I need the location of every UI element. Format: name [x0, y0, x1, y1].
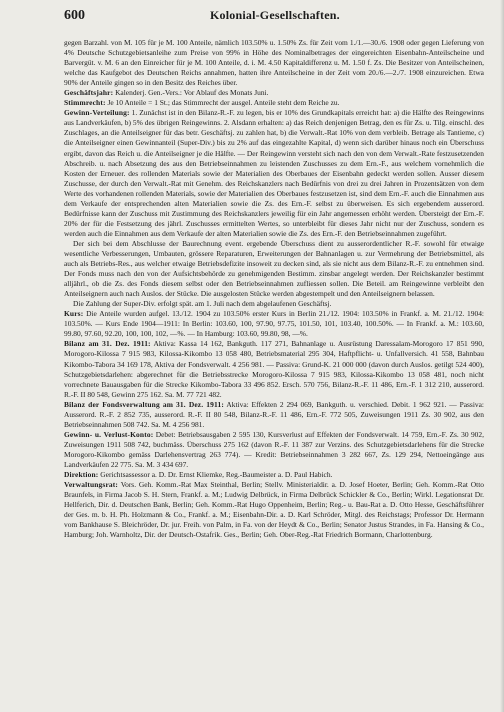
paragraph-text: Vors. Geh. Komm.-Rat Max Steinthal, Berlin; Stellv. Ministerialdir. a. D. Josef Hoeter, Berlin; Geh. Komm.-Rat Otto Braunfels, in Firma Jacob S. H. Stern, Frankf. a. M.; Ludwig Delbrück, in Firma Delbrück Schickler & Co., Berlin; Wirkl. Legationsrat Dr. Hellferich, Dir. d. Deutschen Bank, Berlin; Geh. Komm.-Rat Hugo Oppenheim, Berlin; Reg.- u. Bau-Rat a. D. Otto Hesse, Geschäftsführer der Ges. m. b. H. Ph. Holzmann & Co., Frankf. a. M.; Eisenbahn-Dir. a. D. Karl Schröder, Mitgl. des Reichstags; Professor Dr. Hermann vom Bankhause S. Bleichröder, Dr. jur. Freih. von Palm, in Fa. von der Heydt & Co., Berlin; Senator Justus Strandes, in Fa. Hansing & Co., Hamburg; Joh. Warnholtz, Dir. der Deutsch-Ostafrik. Ges., Berlin; Geh. Ober-Reg.-Rat Friedrich Bormann, Charlottenburg.: [64, 480, 484, 540]
paragraph-text: Die Anteile wurden aufgel. 13./12. 1904 zu 103.50% erster Kurs in Berlin 21./12. 1904: 103.50% in Frankf. a. M. 21./12. 1904: 103.50%. — Kurs Ende 1904—1911: In Berlin: 103.60, 100, 97.90, 97.75, 101.50, 101, 103.40, 100.50%. — In Frankf. a. M.: 103.60, 99.80, 97.60, 92.20, 100, 100, 102, —%. — In Hamburg: 103.60, 99.80, 98, —%.: [64, 309, 484, 339]
page-number: 600: [64, 8, 85, 23]
paragraph-term: Bilanz der Fondsverwaltung am 31. Dez. 1911:: [64, 399, 224, 409]
paragraph-text: Gerichtsassessor a. D. Dr. Ernst Kliemke, Reg.-Baumeister a. D. Paul Habich.: [98, 470, 333, 480]
paragraph-term: Geschäftsjahr:: [64, 88, 114, 98]
paragraph-text: Aktiva: Kassa 14 162, Bankguth. 117 271, Bahnanlage u. Ausrüstung Daressalam-Morogoro 17 851 990, Morogoro-Kilossa 7 915 983, Kilossa-Kikombo 13 058 480, Betriebsmaterial 295 304, Haftpflicht- u. Unfallversich. 41 558, Bahnbau Kikombo-Tabora 34 169 178, Aktiva der Fondsverwalt. 4 256 981. — Passiva: Grund-K. 21 000 000 (davon durch Auslos. getilgt 524 400), Schutzgebietsdarlehen: abgerechnet für die Betriebsstrecke Morogoro-Kilossa 7 915 983, Kilossa-Kikombo 13 058 481, noch nicht vorrechnete Bauausgaben für die Strecke Kikombo-Tabora 33 496 852. Ersch. 570 756, Bilanz-R.-F. 11 486, Ern.-F. 1 312 210, ausserord. R.-F. II 80 548, Gewinn 275 162. Sa. M. 77 721 482.: [64, 339, 484, 399]
paragraph-term: Stimmrecht:: [64, 98, 106, 108]
paragraph: [64, 38, 484, 88]
paragraph-text: Der sich bei dem Abschlusse der Baurechnung event. ergebende Überschuss dient zu ausserordentlicher R.-F. sowohl für etwaige wesentliche Verbesserungen, Umbauten, grössere Reparaturen, Erweiterungen der Bahnanlagen u. zur Vermehrung der Betriebsmittel, als auch als Betriebs-Res., aus welcher etwaige Betriebsdefizite insoweit zu decken sind, als sie nicht aus dem Bilanz-R.-F. zu entnehmen sind. Der Fonds muss nach den von der Aufsichtsbehörde zu genehmigenden Bestimm. zinsbar angelegt werden. Der Reichskanzler bestimmt alljährl., ob die Zs. des Fonds diesem selbst oder den Betriebseinnahmen zufliessen sollen. Die Beteil. am Reingewinne verbleibt den Anteilseignern auch nach Auslos. der Stücke. Die ausgelosten Stücke werden abgestempelt und den Anteilseignern belassen.: [64, 238, 484, 299]
paragraph: [64, 98, 484, 108]
paragraph-term: Kurs:: [64, 309, 84, 319]
paragraph-term: Direktion:: [64, 470, 99, 480]
paragraph-text: Je 10 Anteile = 1 St.; das Stimmrecht der ausgel. Anteile steht dem Reiche zu.: [105, 98, 340, 108]
paragraph-text: Aktiva: Effekten 2 294 069, Bankguth. u. verschied. Debit. 1 962 921. — Passiva: Ausserord. R.-F. 2 852 735, ausserord. R.-F. II 80 548, Bilanz-R.-F. 11 486, Ern.-F. 772 505, Zuweisungen 1911 Zs. 30 902, aus den Betriebseinnahmen 508 742. Sa. M. 4 256 981.: [64, 399, 484, 429]
document-body: [64, 38, 484, 540]
paragraph-text: gegen Barzahl. von M. 105 für je M. 100 Anteile, nämlich 103.50% u. 1.50% Zs. für Zeit vom 1./1.—30./6. 1908 oder gegen Lieferung von 4% Deutsche Schutzgebietsanleihe zum Preise von 99% in Höhe des Nominalbetrages der eingereichten Eisenbahn-Anteilscheine und Barvergüt. v. M. 6 an den Einreicher für je M. 100 Anteile, d. i. M. 4.50 Kapitaldifferenz u. M. 1.50 f. Zs. Die Besitzer von Anteilscheinen, welche das Kaufgebot des Deutschen Reichs annahmen, hatten ihre Anteilscheine in der Zeit vom 20./6.—2./7. 1908 einzureichen. Etwa 90% der Anteile gingen so in den Besitz des Reiches über.: [64, 38, 484, 88]
page-header: [64, 8, 484, 30]
paragraph-term: Gewinn- u. Verlust-Konto:: [64, 429, 154, 439]
paragraph-text: Die Zahlung der Super-Div. erfolgt spät. am 1. Juli nach dem abgelaufenen Geschäftsj.: [73, 299, 332, 309]
paragraph: [64, 108, 484, 239]
scan-edge: [500, 0, 504, 712]
paragraph: [64, 430, 484, 470]
paragraph-text: Kalenderj. Gen.-Vers.: Vor Ablauf des Monats Juni.: [113, 88, 269, 98]
paragraph-term: Verwaltungsrat:: [64, 480, 119, 490]
paragraph-text: Debet: Betriebsausgaben 2 595 130, Kursverlust auf Effekten der Fondsverwalt. 14 759, Ern.-F. Zs. 30 902, Zuweisungen 1911 508 742, buchmäss. Überschuss 275 162 (davon R.-F. 11 387 zur Verzins. des Schutzgebietsdarlehens für die Strecke Morogoro-Kikombo gemäss Darlehensvertrag 263 774). — Kredit: Betriebseinnahmen 3 282 667, Zs. 129 294, Nettoeingänge aus Landverkäufen 22 775. Sa. M. 3 434 697.: [64, 429, 484, 469]
paragraph-term: Gewinn-Verteilung:: [64, 108, 130, 118]
paragraph: [64, 88, 484, 98]
paragraph: [64, 480, 484, 540]
paragraph: [64, 299, 484, 309]
paragraph: [64, 239, 484, 299]
paragraph-term: Bilanz am 31. Dez. 1911:: [64, 339, 151, 349]
paragraph: [64, 400, 484, 430]
running-title: Kolonial-Gesellschaften.: [210, 8, 340, 22]
paragraph-text: 1. Zunächst ist in den Bilanz-R.-F. zu legen, bis er 10% des Grundkapitals erreicht hat: a) die Hälfte des Reingewinns aus Landverkäufen, b) 5% des übrigen Reingewinns. 2. Alsdann erhalten: a) das Reich denjenigen Betrag, den es für Zs. u. Tilg. einschl. des Zuschlages, an die Anteilseigner für das betr. Geschäftsj. zu zahlen hat, b) die Verwalt.-Rat 10% von dem verbleib. Betrage als Tantieme, c) die Anteilseigner einen Gewinnanteil (Super-Div.) bis zu 2% auf das eingezahlte Kapital, d) wenn sich darüber hinaus noch ein Überschuss ergibt, davon das Reich u. die Anteilseigner je die Hälfte. — Der Reingewinn versteht sich nach den von dem Verwalt.-Rate festzusetzenden Abschreib. u. nach Absetzung des aus den Betriebseinnahmen zu leistenden Zuschusses zu dem Ern.-F., aus welchem vornehmlich die Kosten der Erneuer. des rollenden Materials sowie der Materialien des Oberbaues der Eisenbahn gedeckt werden sollen. Ausser diesem Zuschusse, der durch den Verwalt.-Rat mit Genehm. des Reichskanzlers nach Bedürfnis von drei zu drei Jahren in Prozentsätzen von dem Werte des vorhandenen rollenden Materials, sowie der Materialien des Oberbaues festzusetzen ist, sind dem Ern.-F. auch die Einnahmen aus dem Verkaufe der entsprechenden alten Materialien sowie die Zs. des Ern.-F. selbst zu überweisen. Es sich ergebendem ausserord. Bedürfnisse kann der Zuschuss mit Zustimmung des Reichskanzlers jeweilig für ein Jahr angemessen erhöht werden. Übersteigt der Ern.-F. 20% der für die Festsetzung des jährl. Zuschusses ermittelten Wertes, so unterbleibt für dieses Jahr nicht nur der Zuschuss, sondern es werden auch die Einnahmen aus dem Verkaufe der alten Materialien sowie die Zs. des Ern.-F. den Betriebseinnahmen zugeführt.: [64, 108, 484, 238]
paragraph: [64, 339, 484, 399]
paragraph: [64, 470, 484, 480]
paragraph: [64, 309, 484, 339]
